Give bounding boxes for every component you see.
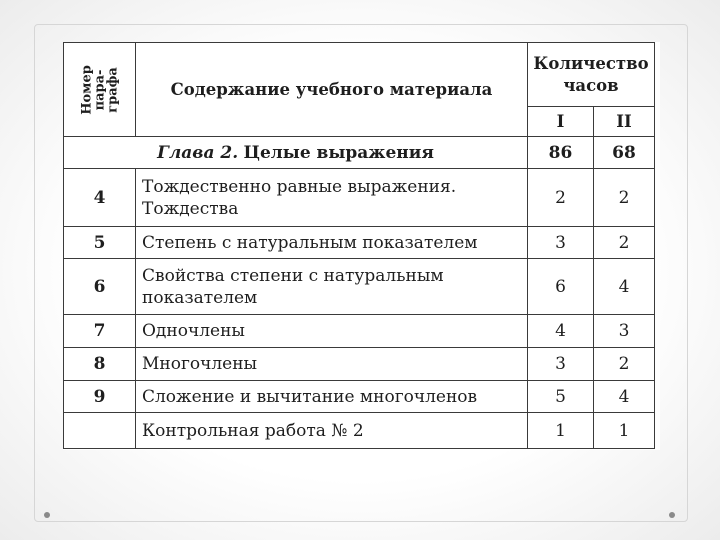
chapter-row xyxy=(64,137,655,169)
header-variant-i: I xyxy=(528,107,594,137)
curriculum-table-image xyxy=(63,42,660,450)
header-row xyxy=(64,43,655,107)
topic-text: Свойства степени с натуральным показателем xyxy=(136,259,528,315)
table-row xyxy=(64,169,655,227)
header-number-cell xyxy=(64,43,136,137)
header-number-label: Номер пара- графа xyxy=(79,64,120,115)
table-row xyxy=(64,381,655,413)
hours-ii: 4 xyxy=(594,381,655,413)
slide-corner-dot-right xyxy=(669,512,675,518)
topic-text: Тождественно равные выражения. Тождества xyxy=(136,169,528,227)
hours-i: 3 xyxy=(528,348,594,381)
paragraph-number: 6 xyxy=(64,259,136,315)
hours-i: 6 xyxy=(528,259,594,315)
slide-corner-dot-left xyxy=(44,512,50,518)
topic-text: Контрольная работа № 2 xyxy=(136,413,528,449)
table-row xyxy=(64,315,655,348)
topic-text: Одночлены xyxy=(136,315,528,348)
paragraph-number: 8 xyxy=(64,348,136,381)
header-hours-label: Количество часов xyxy=(528,43,655,107)
header-variant-ii: II xyxy=(594,107,655,137)
table-row xyxy=(64,348,655,381)
hours-ii: 4 xyxy=(594,259,655,315)
header-content-label: Содержание учебного материала xyxy=(136,43,528,137)
paragraph-number: 7 xyxy=(64,315,136,348)
hours-ii: 2 xyxy=(594,227,655,259)
hours-i: 1 xyxy=(528,413,594,449)
paragraph-number: 9 xyxy=(64,381,136,413)
hours-ii: 3 xyxy=(594,315,655,348)
chapter-prefix: Глава 2. xyxy=(157,142,239,163)
hours-i: 5 xyxy=(528,381,594,413)
chapter-name: Целые выражения xyxy=(243,142,434,163)
table-row xyxy=(64,413,655,449)
topic-text: Степень с натуральным показателем xyxy=(136,227,528,259)
table-row xyxy=(64,227,655,259)
chapter-hours-ii: 68 xyxy=(594,137,655,169)
chapter-hours-i: 86 xyxy=(528,137,594,169)
hours-ii: 1 xyxy=(594,413,655,449)
paragraph-number: 4 xyxy=(64,169,136,227)
hours-ii: 2 xyxy=(594,169,655,227)
topic-text: Сложение и вычитание многочленов xyxy=(136,381,528,413)
curriculum-table xyxy=(63,42,655,449)
hours-i: 4 xyxy=(528,315,594,348)
hours-ii: 2 xyxy=(594,348,655,381)
paragraph-number: 5 xyxy=(64,227,136,259)
table-row xyxy=(64,259,655,315)
topic-text: Многочлены xyxy=(136,348,528,381)
hours-i: 3 xyxy=(528,227,594,259)
hours-i: 2 xyxy=(528,169,594,227)
chapter-title xyxy=(64,137,528,169)
paragraph-number xyxy=(64,413,136,449)
